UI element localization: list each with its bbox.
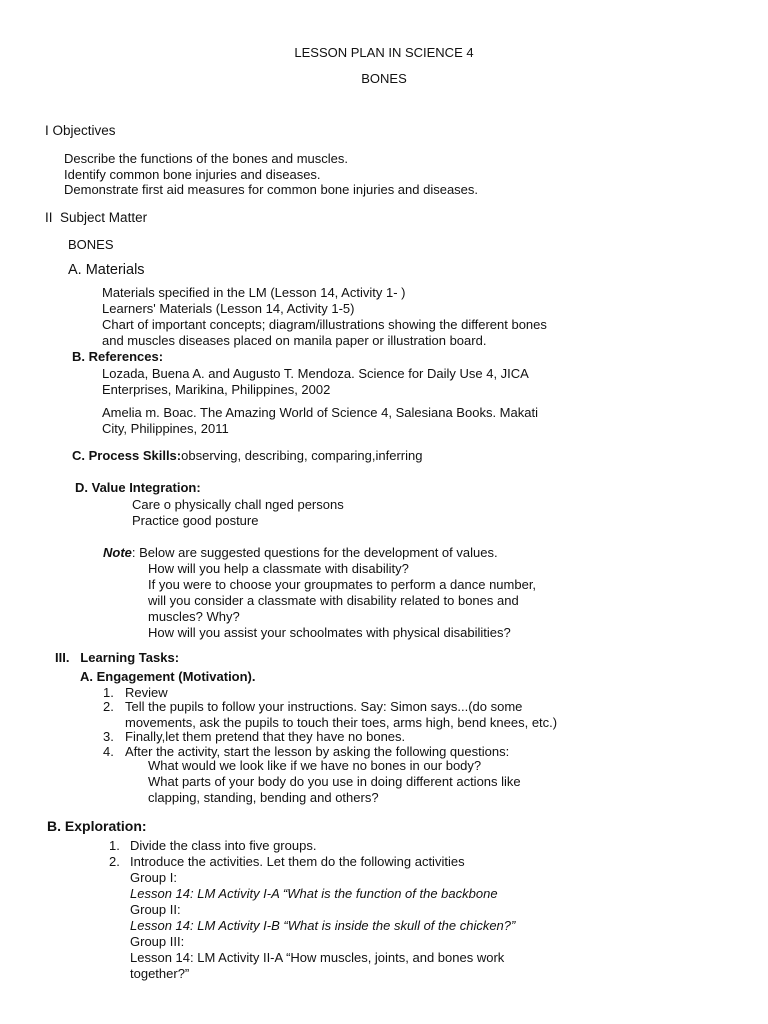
group-activity: Lesson 14: LM Activity II-A “How muscles, joints, and bones work (130, 950, 505, 965)
engagement-questions (148, 758, 521, 806)
objective-item: Demonstrate first aid measures for common bone injuries and diseases. (64, 182, 479, 197)
item-number: 2. (109, 854, 120, 869)
group-label: Group II: (130, 902, 181, 917)
item-text: Introduce the activities. Let them do the following activities (130, 854, 465, 869)
materials-list (102, 285, 547, 349)
exploration-heading: B. Exploration: (47, 818, 147, 834)
exploration-groups (130, 870, 515, 982)
note-question: muscles? Why? (148, 609, 240, 624)
note-question: How will you assist your schoolmates with physical disabilities? (148, 625, 511, 640)
materials-line: and muscles diseases placed on manila paper or illustration board. (102, 333, 487, 348)
materials-line: Learners' Materials (Lesson 14, Activity 1-5) (102, 301, 355, 316)
item-text: Finally,let them pretend that they have no bones. (125, 729, 406, 744)
engagement-item (103, 699, 557, 730)
reference-line: Amelia m. Boac. The Amazing World of Science 4, Salesiana Books. Makati (102, 405, 538, 420)
note-line (103, 545, 498, 561)
value-line: Practice good posture (132, 513, 259, 528)
note-text: : Below are suggested questions for the development of values. (131, 545, 498, 560)
group-activity: Lesson 14: LM Activity I-A “What is the function of the backbone (130, 886, 498, 901)
process-skills-heading: C. Process Skills: (72, 448, 182, 463)
item-text: Divide the class into five groups. (130, 838, 317, 853)
subject-matter-number: II (45, 210, 53, 225)
materials-heading: A. Materials (68, 262, 145, 278)
reference-2 (102, 405, 538, 437)
item-number: 2. (103, 699, 114, 714)
item-text: Review (125, 685, 168, 700)
value-integration-list (132, 497, 344, 529)
objectives-list (64, 151, 478, 198)
note-question: If you were to choose your groupmates to perform a dance number, (148, 577, 537, 592)
item-number: 1. (109, 838, 120, 853)
group-activity: together?” (130, 966, 190, 981)
exploration-items (109, 838, 465, 870)
engagement-question: What would we look like if we have no bones in our body? (148, 758, 482, 773)
item-number: 4. (103, 744, 114, 759)
item-number: 1. (103, 685, 114, 700)
objectives-heading: I Objectives (45, 123, 116, 138)
value-integration-heading: D. Value Integration: (75, 480, 201, 495)
group-activity: Lesson 14: LM Activity I-B “What is inside the skull of the chicken?” (130, 918, 516, 933)
learning-tasks-title: Learning Tasks: (80, 650, 180, 665)
note-question: How will you help a classmate with disability? (148, 561, 409, 576)
page-subtitle: BONES (361, 71, 407, 86)
learning-tasks-number: III. (55, 650, 70, 665)
item-number: 3. (103, 729, 114, 744)
references-heading: B. References: (72, 349, 164, 364)
item-text: After the activity, start the lesson by asking the following questions: (125, 744, 510, 759)
page-title: LESSON PLAN IN SCIENCE 4 (294, 45, 474, 60)
materials-line: Materials specified in the LM (Lesson 14, Activity 1- ) (102, 285, 406, 300)
item-text: movements, ask the pupils to touch their toes, arms high, bend knees, etc.) (125, 714, 558, 730)
subject-matter-heading (45, 210, 147, 226)
process-skills-text: observing, describing, comparing,inferring (181, 448, 423, 463)
reference-line: Enterprises, Marikina, Philippines, 2002 (102, 382, 331, 397)
group-label: Group I: (130, 870, 177, 885)
engagement-heading: A. Engagement (Motivation). (80, 669, 256, 684)
reference-1 (102, 366, 529, 398)
item-text: Tell the pupils to follow your instructions. Say: Simon says...(do some (125, 699, 523, 714)
learning-tasks-heading (55, 650, 179, 666)
value-line: Care o physically chall nged persons (132, 497, 344, 512)
subject-topic: BONES (68, 237, 114, 252)
objective-item: Identify common bone injuries and diseases. (64, 166, 321, 182)
reference-line: City, Philippines, 2011 (102, 421, 229, 436)
reference-line: Lozada, Buena A. and Augusto T. Mendoza. Science for Daily Use 4, JICA (102, 366, 529, 381)
objective-item: Describe the functions of the bones and muscles. (64, 151, 348, 166)
materials-line: Chart of important concepts; diagram/illustrations showing the different bones (102, 317, 547, 332)
note-question: will you consider a classmate with disability related to bones and (148, 593, 519, 608)
note-questions (148, 561, 536, 641)
engagement-question: What parts of your body do you use in doing different actions like (148, 774, 521, 789)
group-label: Group III: (130, 934, 185, 949)
engagement-question: clapping, standing, bending and others? (148, 790, 379, 805)
process-skills (72, 448, 422, 464)
subject-matter-title: Subject Matter (60, 210, 148, 225)
note-label: Note (103, 545, 132, 560)
engagement-item (103, 729, 405, 745)
